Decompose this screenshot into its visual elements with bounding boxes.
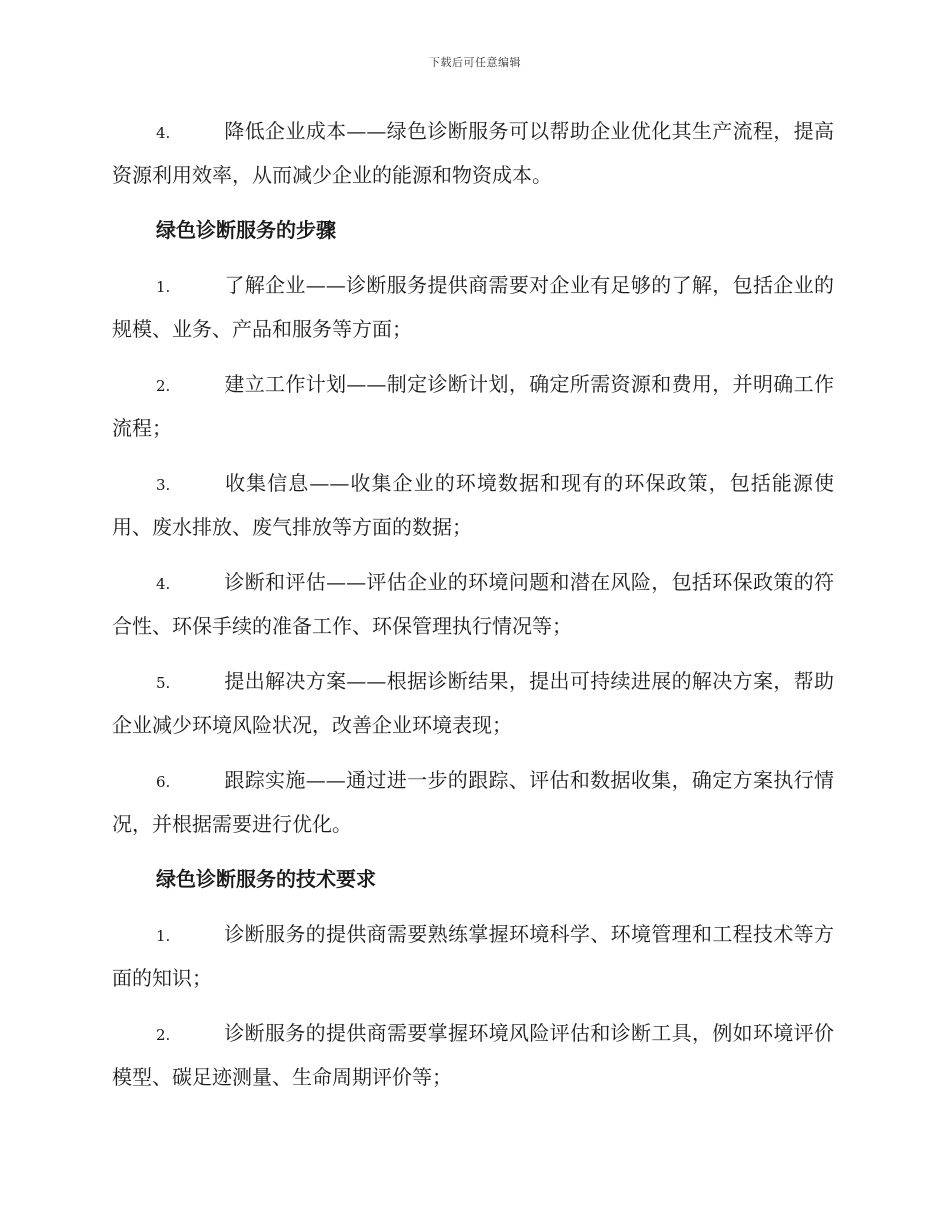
item-text: 提出解决方案——根据诊断结果，提出可持续进展的解决方案，帮助企业减少环境风险状况，改善企业环境表现； xyxy=(112,669,834,737)
document-body xyxy=(112,110,834,1111)
list-item xyxy=(112,264,834,350)
item-number: 6. xyxy=(156,773,171,791)
item-number: 1. xyxy=(156,927,171,945)
item-number: 4. xyxy=(156,575,171,593)
item-text: 诊断和评估——评估企业的环境问题和潜在风险，包括环保政策的符合性、环保手续的准备工作、环保管理执行情况等； xyxy=(112,570,834,638)
list-item xyxy=(112,363,834,449)
item-text: 诊断服务的提供商需要熟练掌握环境科学、环境管理和工程技术等方面的知识； xyxy=(112,922,834,990)
item-text: 降低企业成本——绿色诊断服务可以帮助企业优化其生产流程，提高资源利用效率，从而减少企业的能源和物资成本。 xyxy=(112,119,834,187)
list-item xyxy=(112,759,834,845)
item-number: 2. xyxy=(156,377,171,395)
list-item xyxy=(112,110,834,196)
list-item xyxy=(112,660,834,746)
list-item xyxy=(112,561,834,647)
item-text: 了解企业——诊断服务提供商需要对企业有足够的了解，包括企业的规模、业务、产品和服务等方面； xyxy=(112,273,834,341)
list-item xyxy=(112,462,834,548)
item-text: 收集信息——收集企业的环境数据和现有的环保政策，包括能源使用、废水排放、废气排放等方面的数据； xyxy=(112,471,834,539)
page-header: 下载后可任意编辑 xyxy=(429,56,521,69)
list-item xyxy=(112,1012,834,1098)
section-heading-steps: 绿色诊断服务的步骤 xyxy=(156,218,336,242)
item-number: 2. xyxy=(156,1026,171,1044)
list-item xyxy=(112,913,834,999)
item-number: 3. xyxy=(156,476,171,494)
item-text: 跟踪实施——通过进一步的跟踪、评估和数据收集，确定方案执行情况，并根据需要进行优化。 xyxy=(112,768,834,836)
item-number: 1. xyxy=(156,278,171,296)
item-number: 5. xyxy=(156,674,171,692)
item-text: 建立工作计划——制定诊断计划，确定所需资源和费用，并明确工作流程； xyxy=(112,372,834,440)
item-text: 诊断服务的提供商需要掌握环境风险评估和诊断工具，例如环境评价模型、碳足迹测量、生命周期评价等； xyxy=(112,1021,834,1089)
section-heading-tech-requirements: 绿色诊断服务的技术要求 xyxy=(156,867,376,891)
item-number: 4. xyxy=(156,124,171,142)
